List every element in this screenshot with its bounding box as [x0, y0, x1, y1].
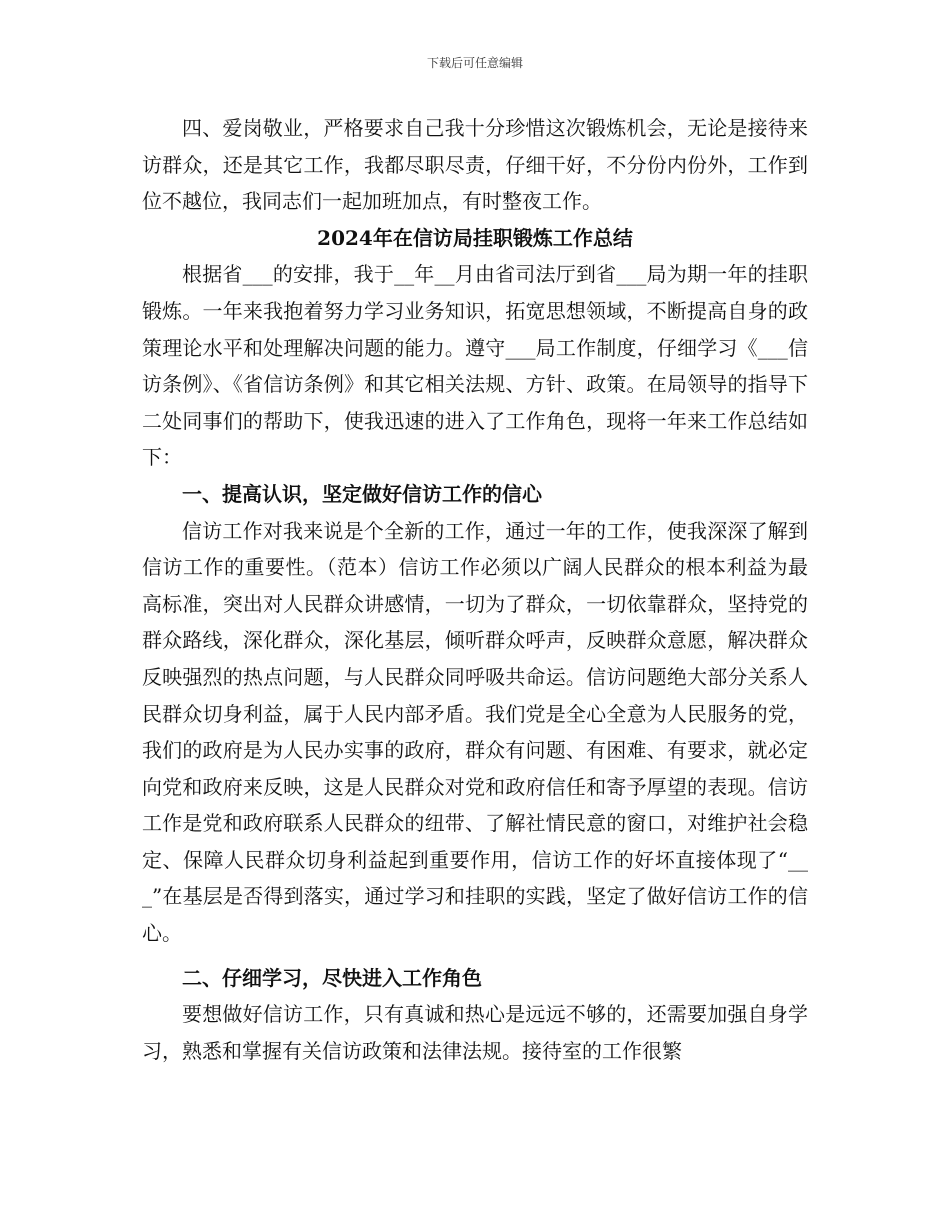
document-body [142, 110, 808, 1069]
section-1-paragraph: 信访工作对我来说是个全新的工作，通过一年的工作，使我深深了解到信访工作的重要性。（范本）信访工作必须以广阔人民群众的根本利益为最高标准，突出对人民群众讲感情，一切为了群众，一切依靠群众，坚持党的群众路线，深化群众，深化基层，倾听群众呼声，反映群众意愿，解决群众反映强烈的热点问题，与人民群众同呼吸共命运。信访问题绝大部分关系人民群众切身利益，属于人民内部矛盾。我们党是全心全意为人民服务的党，我们的政府是为人民办实事的政府，群众有问题、有困难、有要求，就必定向党和政府来反映，这是人民群众对党和政府信任和寄予厚望的表现。信访工作是党和政府联系人民群众的纽带、了解社情民意的窗口，对维护社会稳定、保障人民群众切身利益起到重要作用，信访工作的好坏直接体现了“___”在基层是否得到落实，通过学习和挂职的实践，坚定了做好信访工作的信心。 [142, 518, 808, 946]
section-2-heading: 二、仔细学习，尽快进入工作角色 [182, 965, 482, 990]
document-title: 2024年在信访局挂职锻炼工作总结 [317, 225, 633, 250]
header-note: 下载后可任意编辑 [426, 56, 523, 70]
section-2-paragraph: 要想做好信访工作，只有真诚和热心是远远不够的，还需要加强自身学习，熟悉和掌握有关信访政策和法律法规。接待室的工作很繁 [142, 1002, 808, 1063]
opening-paragraph: 根据省___的安排，我于__年__月由省司法厅到省___局为期一年的挂职锻炼。一年来我抱着努力学习业务知识，拓宽思想领域，不断提高自身的政策理论水平和处理解决问题的能力。遵守___局工作制度，仔细学习《___信访条例》、《省信访条例》和其它相关法规、方针、政策。在局领导的指导下二处同事们的帮助下，使我迅速的进入了工作角色，现将一年来工作总结如下： [142, 262, 808, 470]
intro-paragraph: 四、爱岗敬业，严格要求自己我十分珍惜这次锻炼机会，无论是接待来访群众，还是其它工作，我都尽职尽责，仔细干好，不分份内份外，工作到位不越位，我同志们一起加班加点，有时整夜工作。 [142, 116, 808, 214]
section-1-heading: 一、提高认识，坚定做好信访工作的信心 [182, 481, 542, 506]
